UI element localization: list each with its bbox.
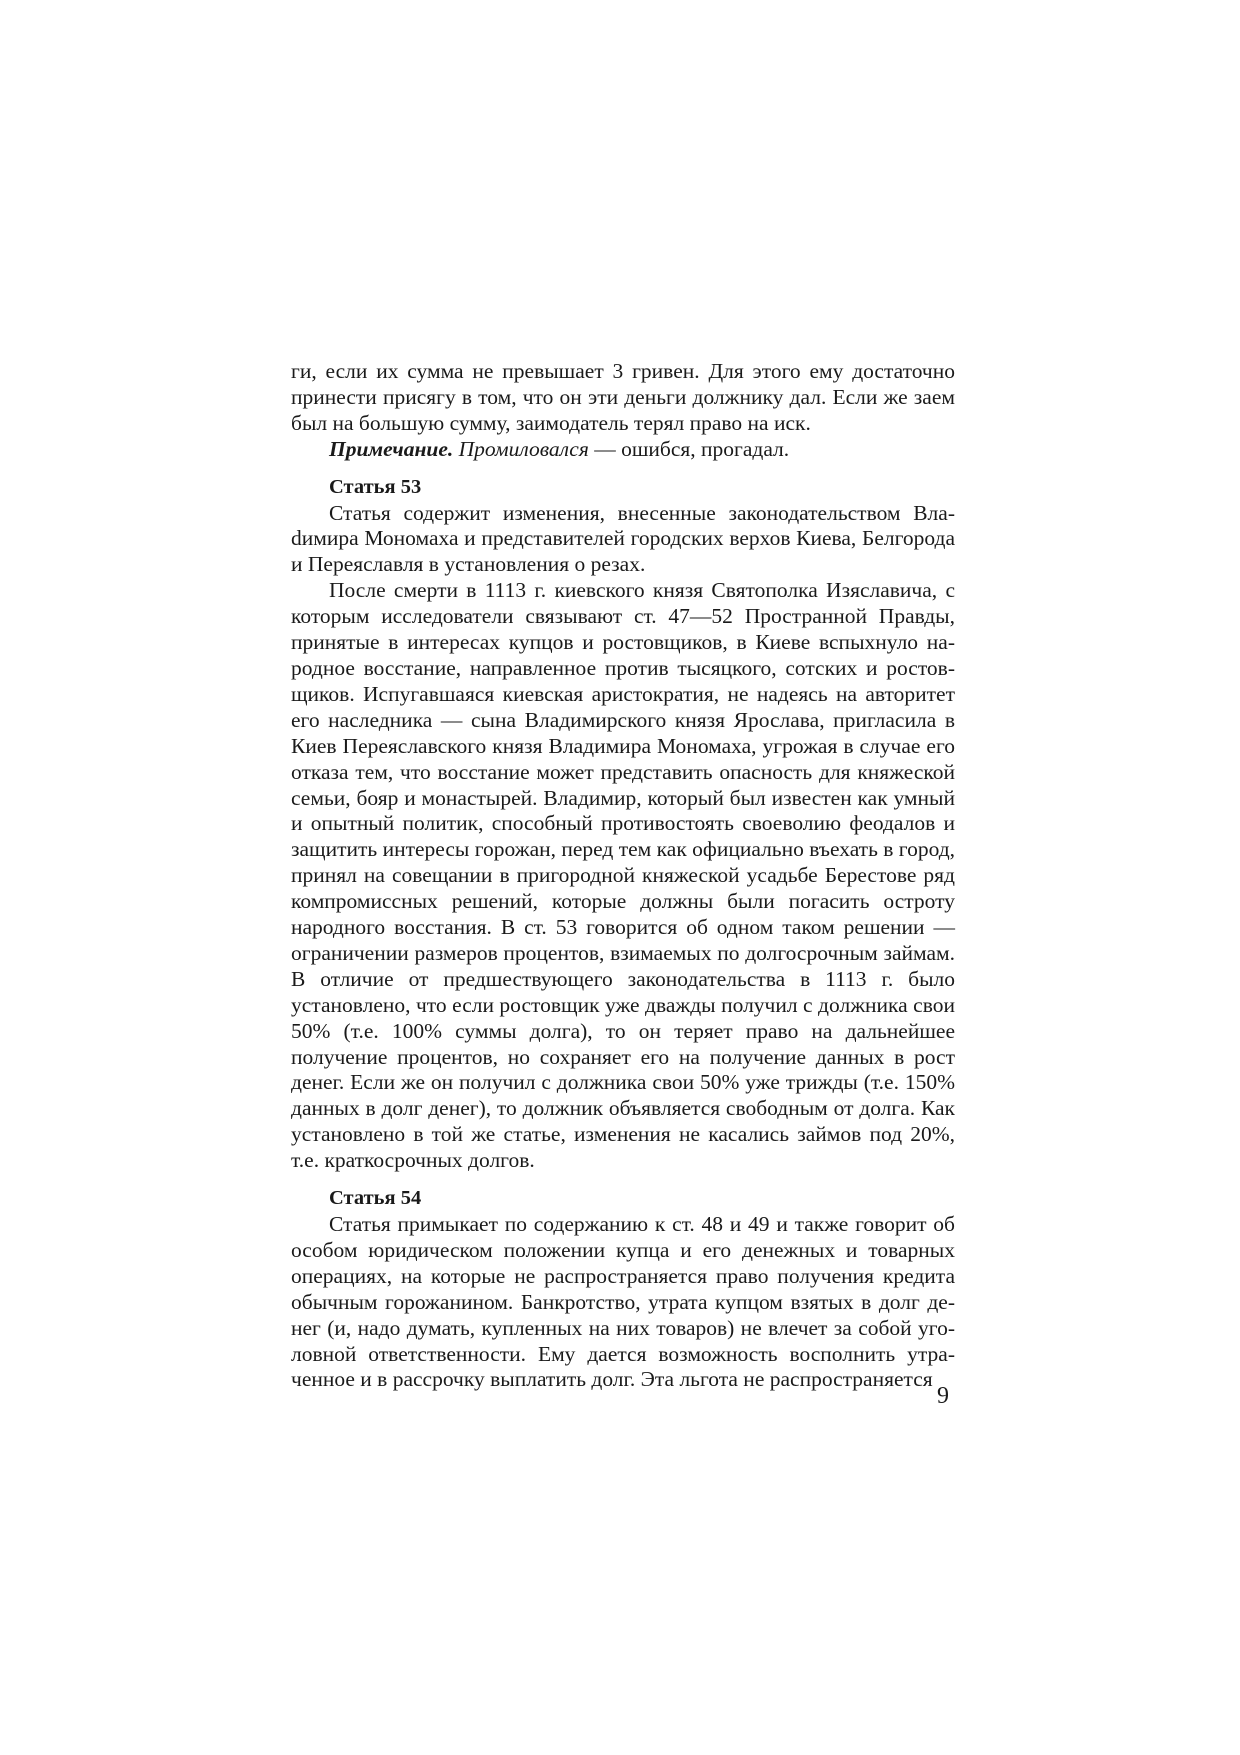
- note-term: Промиловался: [458, 436, 589, 461]
- note-paragraph: [291, 437, 955, 463]
- article-54-heading: Статья 54: [329, 1187, 422, 1210]
- continued-paragraph: ги, если их сумма не превышает 3 гривен. Для этого ему достаточно принести присягу в том, что он эти деньги должнику дал. Если же заем был на большую сумму, заимодатель терял право на иск.: [291, 359, 955, 435]
- article-54-paragraph-1: Статья примыкает по содержанию к ст. 48 и 49 и также говорит об особом юридическом положении купца и его денежных и товарных операциях, на которые не распространяется право получения кредита обычным горожанином. Банкротство, утрата купцом взятых в долг денег (и, надо думать, купленных на них товаров) не влечет за собой уголовной ответственности. Ему дается возможность восполнить утраченное и в рассрочку выплатить долг. Эта льгота не распространяется: [291, 1212, 955, 1392]
- page-body: [291, 359, 955, 1393]
- article-53-paragraph-2: После смерти в 1113 г. киевского князя Святополка Изяславича, с которым исследователи связывают ст. 47—52 Пространной Правды, принятые в интересах купцов и ростовщиков, в Киеве вспыхнуло народное восстание, направленное против тысяцкого, сотских и ростовщиков. Испугавшаяся киевская аристократия, не надеясь на авторитет его наследника — сына Владимирского князя Ярослава, пригласила в Киев Переяславского князя Владимира Мономаха, угрожая в случае его отказа тем, что восстание может представить опасность для княжеской семьи, бояр и монастырей. Владимир, который был известен как умный и опытный политик, способный противостоять своеволию феодалов и защитить интересы горожан, перед тем как официально въехать в город, принял на совещании в пригородной княжеской усадьбе Берестове ряд компромиссных решений, которые должны были погасить остроту народного восстания. В ст. 53 говорится об одном таком решении — ограничении размеров процентов, взимаемых по долгосрочным займам. В отличие от предшествующего законодательства в 1113 г. было установлено, что если ростовщик уже дважды получил с должника свои 50% (т.е. 100% суммы долга), то он теряет право на дальнейшее получение процентов, но сохраняет его на получение данных в рост денег. Если же он получил с должника свои 50% уже трижды (т.е. 150% данных в долг денег), то должник объявляется свободным от долга. Как установлено в той же статье, изменения не касались займов под 20%, т.е. краткосрочных долгов.: [291, 578, 956, 1173]
- article-53-heading: Статья 53: [329, 475, 422, 498]
- article-53-paragraph-1: Статья содержит изменения, внесенные законодательством Влаdимира Мономаха и представителей городских верхов Киева, Белгорода и Переяславля в установления о резах.: [291, 500, 955, 577]
- note-label: Примечание.: [329, 436, 454, 461]
- page-number: 9: [937, 1383, 949, 1409]
- note-definition: — ошибся, прогадал.: [588, 436, 790, 461]
